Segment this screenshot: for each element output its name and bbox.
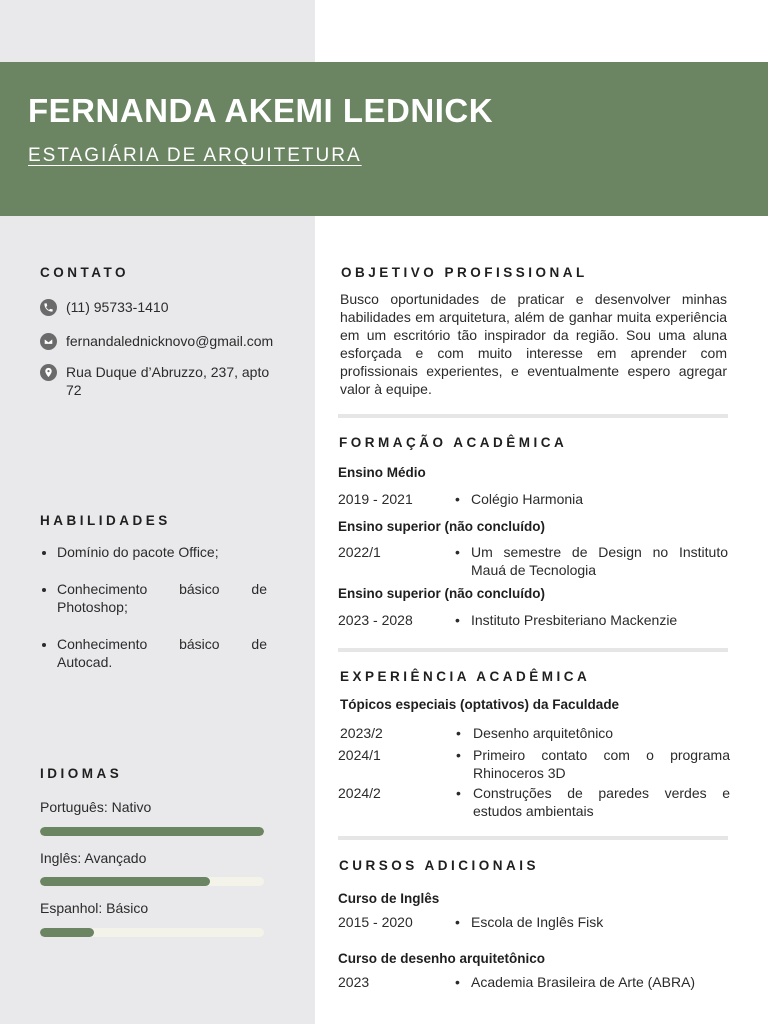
bullet: •	[455, 914, 460, 930]
email-address: fernandalednicknovo@gmail.com	[66, 333, 274, 349]
education-institution: Um semestre de Design no Instituto Mauá de Tecnologia	[471, 544, 728, 578]
objective-section-title: OBJETIVO PROFISSIONAL	[341, 265, 588, 280]
section-divider	[338, 648, 728, 652]
education-institution: Colégio Harmonia	[471, 491, 584, 507]
skills-section-title: HABILIDADES	[40, 513, 171, 528]
language-level-fill	[40, 877, 210, 886]
bullet: •	[455, 544, 460, 560]
section-divider	[338, 836, 728, 840]
phone-number: (11) 95733-1410	[66, 299, 169, 315]
education-years: 2022/1	[338, 544, 381, 560]
header-banner	[0, 62, 768, 216]
education-section-title: FORMAÇÃO ACADÊMICA	[339, 435, 568, 450]
experience-period: 2024/2	[338, 785, 381, 801]
course-years: 2023	[338, 974, 370, 990]
education-heading: Ensino superior (não concluído)	[338, 586, 546, 601]
experience-detail: Desenho arquitetônico	[473, 725, 614, 741]
courses-section-title: CURSOS ADICIONAIS	[339, 858, 540, 873]
language-level-fill	[40, 928, 94, 937]
language-label: Espanhol: Básico	[40, 900, 149, 916]
candidate-name: FERNANDA AKEMI LEDNICK	[28, 92, 494, 129]
course-school: Academia Brasileira de Arte (ABRA)	[471, 974, 696, 990]
education-heading: Ensino superior (não concluído)	[338, 519, 546, 534]
experience-heading: Tópicos especiais (optativos) da Faculdade	[340, 697, 620, 712]
course-years: 2015 - 2020	[338, 914, 413, 930]
skill-item: • Domínio do pacote Office;	[57, 543, 267, 561]
experience-period: 2024/1	[338, 747, 381, 763]
phone-icon	[40, 299, 57, 316]
location-pin-icon	[40, 364, 57, 381]
bullet: •	[455, 491, 460, 507]
experience-detail: Construções de paredes verdes e estudos ambientais	[473, 785, 730, 819]
course-heading: Curso de Inglês	[338, 891, 440, 906]
education-years: 2019 - 2021	[338, 491, 413, 507]
language-level-bar	[40, 827, 264, 836]
section-divider	[338, 414, 728, 418]
education-institution: Instituto Presbiteriano Mackenzie	[471, 612, 678, 628]
experience-period: 2023/2	[340, 725, 383, 741]
mail-icon	[40, 333, 57, 350]
experience-section-title: EXPERIÊNCIA ACADÊMICA	[340, 669, 591, 684]
skill-item: • Conhecimento básico de Autocad.	[57, 635, 267, 671]
languages-section-title: IDIOMAS	[40, 766, 123, 781]
language-level-fill	[40, 827, 264, 836]
contact-email	[40, 332, 273, 350]
job-title: ESTAGIÁRIA DE ARQUITETURA	[28, 145, 362, 166]
contact-address	[40, 363, 280, 399]
bullet: •	[456, 725, 461, 741]
course-heading: Curso de desenho arquitetônico	[338, 951, 546, 966]
bullet: •	[455, 974, 460, 990]
contact-phone	[40, 298, 168, 316]
language-label: Português: Nativo	[40, 799, 152, 815]
experience-detail: Primeiro contato com o programa Rhinoceros 3D	[473, 747, 730, 781]
bullet: •	[456, 747, 461, 763]
contact-section-title: CONTATO	[40, 265, 129, 280]
education-years: 2023 - 2028	[338, 612, 413, 628]
address-text: Rua Duque d’Abruzzo, 237, apto 72	[66, 364, 270, 398]
language-level-bar	[40, 877, 264, 886]
language-label: Inglês: Avançado	[40, 850, 147, 866]
bullet: •	[456, 785, 461, 801]
skills-list	[40, 543, 267, 690]
education-heading: Ensino Médio	[338, 465, 426, 480]
bullet: •	[455, 612, 460, 628]
objective-text: Busco oportunidades de praticar e desenvolver minhas habilidades em arquitetura, além de ganhar muita experiência em um escritório tão inspirador da região. Sou uma aluna esforçada e com muito interesse em aprender com profissionais experientes, e eventualmente espero agregar valor à equipe.	[340, 291, 727, 397]
language-level-bar	[40, 928, 264, 937]
course-school: Escola de Inglês Fisk	[471, 914, 604, 930]
skill-item: • Conhecimento básico de Photoshop;	[57, 580, 267, 616]
